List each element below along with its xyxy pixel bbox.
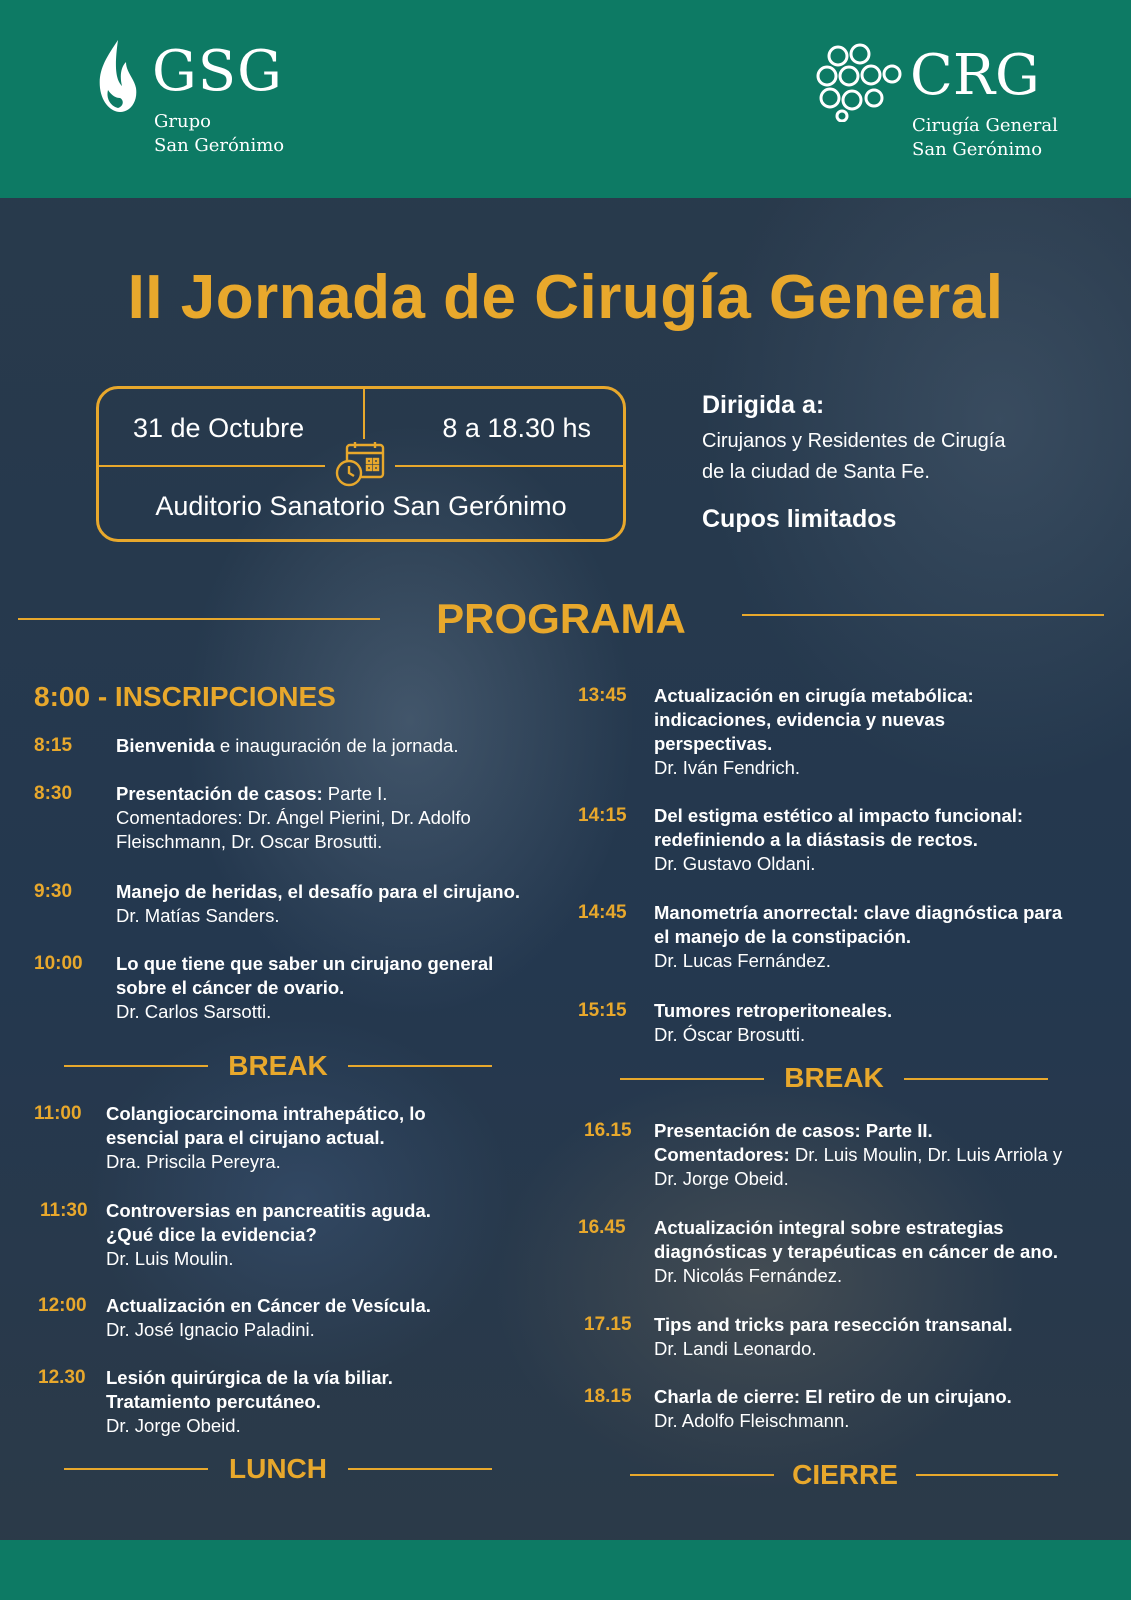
event-date: 31 de Octubre: [133, 413, 305, 443]
audience-text: Cirujanos y Residentes de Cirugía de la ciudad de Santa Fe.: [702, 430, 1006, 483]
calendar-clock-icon: [335, 441, 387, 489]
schedule-time: 14:15: [578, 805, 627, 826]
gsg-logo-name: GSG: [152, 39, 283, 104]
schedule-time: 16.15: [584, 1120, 632, 1141]
schedule-time: 11:30: [40, 1200, 88, 1221]
schedule-time: 10:00: [34, 953, 83, 974]
divider: [395, 465, 626, 467]
divider: [904, 1078, 1048, 1080]
break-label: BREAK: [228, 1050, 328, 1081]
programa-heading: PROGRAMA: [436, 595, 686, 642]
divider: [363, 389, 365, 439]
audience-heading: Dirigida a:: [702, 391, 825, 419]
divider: [18, 618, 380, 620]
schedule-time: 12:00: [38, 1295, 87, 1316]
schedule-time: 8:15: [34, 735, 73, 756]
divider: [742, 614, 1104, 616]
lunch-label: LUNCH: [229, 1453, 327, 1484]
schedule-time: 15:15: [578, 1000, 627, 1021]
poster: GSG Grupo San Gerónimo CRG Cirugía General San Gerónimo II Jornada de Cirugía General 31 de Octubre 8 a 18.30 hs Auditorio Sanatorio San Gerónimo Dirigida a: Cirujanos y Residentes de Cirugía de la ciudad de Santa Fe. Cupos limitados PROGRAMA 8:00 - INSCRIPCIONES 8:15 Bienvenida e inauguración de la jornada. 8:30 Presentación de casos: Parte I. Comentadores: Dr. Ángel Pierini, Dr. Adolfo Fleischmann, Dr. Oscar Brosutti. 9:30 Manejo de heridas, el desafío para el cirujano. Dr. Matías Sanders. 10:00 Lo que tiene que saber un cirujano general sobre el cáncer de ovario. Dr. Carlos Sarsotti. BREAK 11:00 Colangiocarcinoma intrahepático, lo esencial para el cirujano actual. Dra. Priscila Pereyra. 11:30 Controversias en pancreatitis aguda. ¿Qué dice la evidencia? Dr. Luis Moulin. 12:00 Actualización en Cáncer de Vesícula. Dr. José Ignacio Paladini. 12.30 Lesión quirúrgica de la vía biliar. Tratamiento percutáneo. Dr. Jorge Obeid. LUNCH 13:45 Actualización en cirugía metabólica: indicaciones, evidencia y nuevas perspectivas. Dr. Iván Fendrich. 14:15 Del estigma estético al impacto funcional: redefiniendo a la diástasis de rectos. Dr. Gustavo Oldani. 14:45 Manometría anorrectal: clave diagnóstica para el manejo de la constipación. Dr. Lucas Fernández. 15:15 Tumores retroperitoneales. Dr. Óscar Brosutti. BREAK 16.15 Presentación de casos: Parte II. Comentadores: Dr. Luis Moulin, Dr. Luis Arriola y Dr. Jorge Obeid. 16.45 Actualización integral sobre estrategias diagnósticas y terapéuticas en cáncer de ano. Dr. Nicolás Fernández. 17.15 Tips and tricks para resección transanal. Dr. Landi Leonardo. 18.15 Charla de cierre: El retiro de un cirujano. Dr. Adolfo Fleischmann. CIERRE: [0, 0, 1131, 1600]
footer-band: [0, 1540, 1131, 1600]
divider: [64, 1468, 208, 1470]
schedule-time: 13:45: [578, 685, 627, 706]
divider: [916, 1474, 1058, 1476]
schedule-time: 17.15: [584, 1314, 632, 1335]
crg-logo: [816, 42, 1086, 172]
divider: [348, 1468, 492, 1470]
crg-logo-name: CRG: [910, 43, 1040, 108]
flame-logo-icon: [96, 38, 140, 114]
event-info-box: [96, 386, 626, 542]
audience-block: [702, 388, 1102, 536]
divider: [630, 1474, 774, 1476]
divider: [99, 465, 325, 467]
divider: [348, 1065, 492, 1067]
event-hours: 8 a 18.30 hs: [442, 413, 591, 443]
circles-logo-icon: [816, 42, 902, 122]
registration-heading: 8:00 - INSCRIPCIONES: [34, 681, 336, 712]
break-label: BREAK: [784, 1062, 884, 1093]
schedule-time: 14:45: [578, 902, 627, 923]
schedule-time: 11:00: [34, 1103, 82, 1124]
schedule-time: 12.30: [38, 1367, 86, 1388]
schedule-time: 16.45: [578, 1217, 626, 1238]
gsg-logo: [96, 38, 326, 168]
page-title: II Jornada de Cirugía General: [127, 263, 1004, 332]
event-venue: Auditorio Sanatorio San Gerónimo: [155, 491, 567, 521]
divider: [64, 1065, 208, 1067]
schedule-time: 8:30: [34, 783, 73, 804]
gsg-logo-subtitle: Grupo San Gerónimo: [154, 111, 285, 156]
limited-seats-note: Cupos limitados: [702, 505, 897, 533]
closing-label: CIERRE: [792, 1459, 898, 1490]
crg-logo-subtitle: Cirugía General San Gerónimo: [912, 115, 1058, 160]
schedule-time: 9:30: [34, 881, 73, 902]
divider: [620, 1078, 764, 1080]
schedule-time: 18.15: [584, 1386, 632, 1407]
header-band: [0, 0, 1131, 198]
